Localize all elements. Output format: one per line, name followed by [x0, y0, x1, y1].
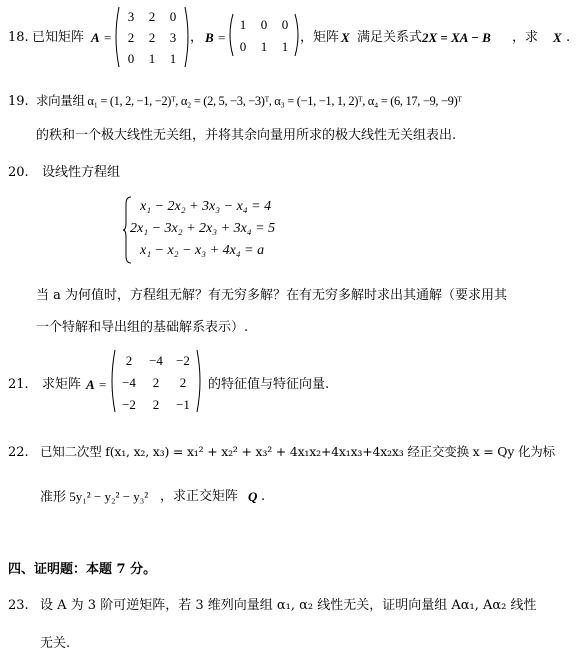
q18-comma: ， [190, 30, 204, 45]
q21-matrix-left-paren [108, 349, 116, 413]
q21-matrix-right-paren [196, 349, 204, 413]
matrix-cell: −2 [176, 353, 190, 368]
q18-equals-a: = [104, 30, 112, 45]
matrix-cell: 3 [169, 30, 177, 45]
q22-line-2-text: ，求正交矩阵 [160, 489, 239, 504]
q20-question-line-2: 一个特解和导出组的基础解系表示）. [36, 320, 249, 335]
matrix-cell: 1 [239, 17, 247, 32]
q18-text-4: ，求 [512, 30, 539, 45]
matrix-cell: −1 [176, 397, 190, 412]
matrix-cell: −4 [149, 353, 163, 368]
q21-text-1: 求矩阵 [42, 377, 82, 392]
q21-matrix [108, 349, 204, 415]
q22-matrix-q-symbol: Q [248, 489, 258, 504]
q18-text-1: 已知矩阵 [32, 30, 85, 45]
matrix-cell: 0 [169, 9, 177, 24]
q23-line-2: 无关. [40, 636, 71, 651]
q23-line-1: 设 A 为 3 阶可逆矩阵，若 3 维列向量组 α₁, α₂ 线性无关，证明向量组 Aα₁, Aα₂ 线性 [40, 598, 537, 613]
matrix-cell: 2 [152, 375, 160, 390]
q21-text-2: 的特征值与特征向量. [208, 377, 330, 392]
q20-equation-3: x₁ − x₂ − x₃ + 4x₄ = a [140, 243, 265, 258]
q21-number: 21. [8, 377, 29, 392]
matrix-cell: −4 [122, 375, 136, 390]
q18-equals-b: = [218, 30, 226, 45]
matrix-cell: 2 [152, 397, 160, 412]
q20-question-line-1: 当 a 为何值时，方程组无解？有无穷多解？在有无穷多解时求出其通解（要求用其 [36, 288, 508, 303]
q22-number: 22. [8, 445, 29, 460]
q23-number: 23. [8, 598, 29, 613]
matrix-cell: 1 [281, 39, 289, 54]
q20-equation-2: 2x₁ − 3x₂ + 2x₃ + 3x₄ = 5 [130, 221, 276, 236]
q20-number: 20. [8, 165, 29, 180]
q18-matrix-a-left-paren [112, 6, 120, 68]
q22-standard-form: 准形 5y₁² − y₂² − y₃² [40, 489, 149, 504]
q21-matrix-a-symbol: A [86, 377, 95, 392]
matrix-cell: 0 [239, 39, 247, 54]
matrix-cell: 0 [260, 17, 268, 32]
q19-line-1: 求向量组 α₁ = (1, 2, −1, −2)ᵀ, α₂ = (2, 5, −3, −3)ᵀ, α₃ = (−1, −1, 1, 2)ᵀ, α₄ = (6, 17, −9, −9)ᵀ [36, 94, 462, 108]
matrix-cell: 2 [127, 30, 135, 45]
q19-number: 19. [8, 94, 29, 109]
q18-matrix-x-symbol: X [341, 30, 350, 45]
matrix-cell: 0 [127, 51, 135, 66]
q18-matrix-a [112, 6, 192, 70]
matrix-cell: 2 [125, 353, 133, 368]
q18-text-5: . [566, 30, 571, 45]
q18-text-3: 满足关系式 [357, 30, 423, 45]
matrix-cell: 1 [260, 39, 268, 54]
matrix-cell: 2 [179, 375, 187, 390]
matrix-cell: 1 [169, 51, 177, 66]
q18-matrix-x-target: X [553, 30, 562, 45]
q18-relation: 2X = XA − B [422, 30, 491, 45]
q21-equals: = [99, 377, 107, 392]
q18-number: 18. [8, 30, 29, 45]
q22-line-1: 已知二次型 f(x₁, x₂, x₃) = x₁² + x₂² + x₃² + 4x₁x₂+4x₁x₃+4x₂x₃ 经正交变换 x = Qy 化为标 [40, 444, 555, 459]
q19-line-2: 的秩和一个极大线性无关组，并将其余向量用所求的极大线性无关组表出. [36, 128, 457, 143]
section-4-title: 四、证明题：本题 7 分。 [8, 562, 157, 577]
q20-equation-1: x₁ − 2x₂ + 3x₃ − x₄ = 4 [140, 199, 272, 214]
matrix-cell: 2 [148, 30, 156, 45]
q18-matrix-b [226, 13, 302, 59]
matrix-cell: 1 [148, 51, 156, 66]
matrix-cell: 3 [127, 9, 135, 24]
matrix-cell: 2 [148, 9, 156, 24]
q18-matrix-b-symbol: B [205, 30, 214, 45]
matrix-cell: 0 [281, 17, 289, 32]
q20-intro: 设线性方程组 [42, 165, 121, 180]
q18-text-2: ，矩阵 [300, 30, 340, 45]
q18-matrix-a-symbol: A [91, 30, 100, 45]
matrix-cell: −2 [122, 397, 136, 412]
q22-line-2-end: . [261, 489, 266, 504]
